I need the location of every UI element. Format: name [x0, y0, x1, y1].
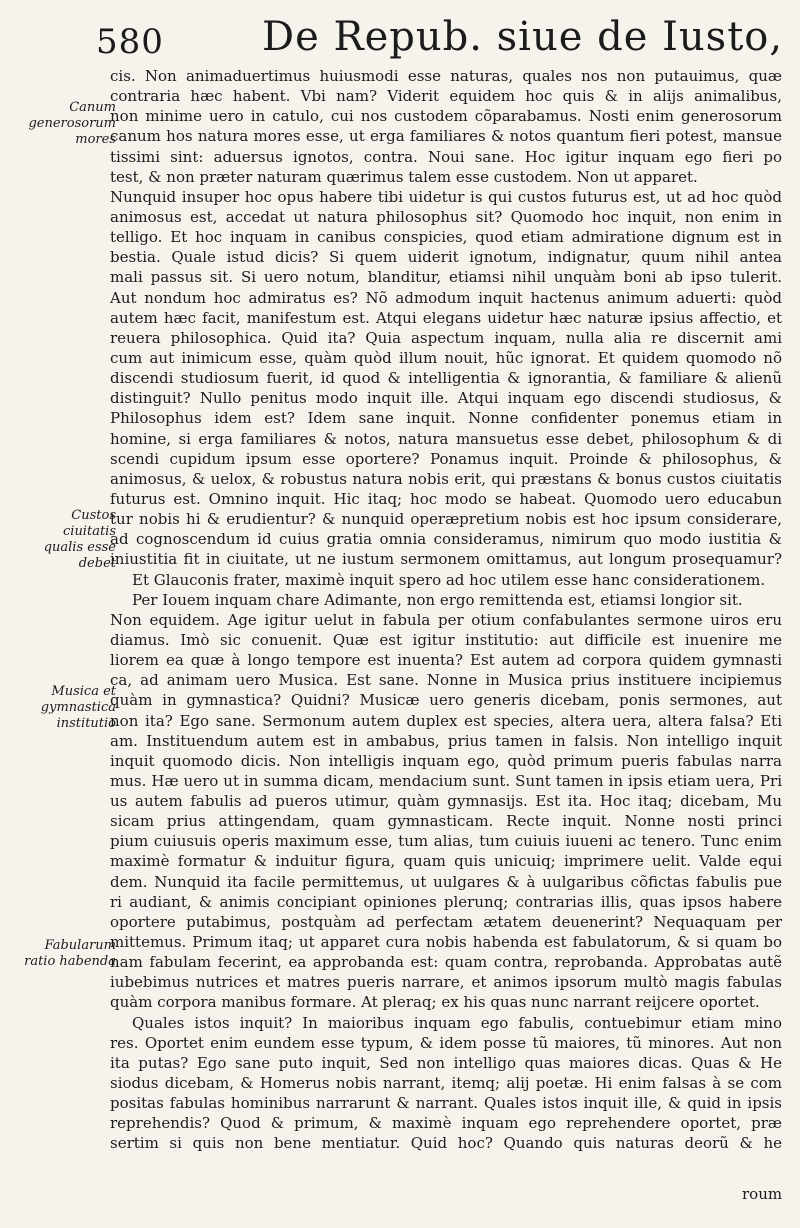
text-line: Et Glauconis frater, maximè inquit spero ad hoc utilem esse hanc considerationem.	[132, 570, 766, 589]
text-line: tur nobis hi & erudientur? & nunquid operæpretium nobis est hoc ipsum considerare,	[110, 510, 782, 529]
text-line: ca, ad animam uero Musica. Est sane. Nonne in Musica prius instituere incipiemus	[110, 671, 782, 690]
text-line: telligo. Et hoc inquam in canibus conspicies, quod etiam admiratione dignum est in	[110, 228, 782, 247]
margin-note: Custos ciuitatis qualis esse debet	[43, 508, 116, 571]
text-line: pium cuiusuis operis maximum esse, tum alias, tum cuiuis iuueni ac tenero. Tunc enim	[110, 832, 782, 851]
text-line: Non equidem. Age igitur uelut in fabula per otium confabulantes sermone uiros eru	[110, 610, 782, 629]
text-line: mali passus sit. Si uero notum, blanditur, etiamsi nihil unquàm boni ab ipso tulerit.	[110, 268, 782, 287]
catchword: roum	[742, 1185, 783, 1203]
text-line: autem hæc facit, manifestum est. Atqui elegans uidetur hæc naturæ ipsius affectio, et	[110, 308, 782, 327]
text-line: mittemus. Primum itaq; ut apparet cura nobis habenda est fabulatorum, & si quam bo	[110, 933, 782, 952]
text-line: discendi studiosum fuerit, id quod & intelligentia & ignorantia, & familiare & alienũ	[110, 369, 782, 388]
text-line: nam fabulam fecerint, ea approbanda est: quam contra, reprobanda. Approbatas autẽ	[110, 953, 782, 972]
text-line: Quales istos inquit? In maioribus inquam ego fabulis, contuebimur etiam mino	[132, 1013, 782, 1032]
text-line: cum aut inimicum esse, quàm quòd illum nouit, hũc ignorat. Et quidem quomodo nõ	[110, 348, 782, 367]
text-line: Per Iouem inquam chare Adimante, non ergo remittenda est, etiamsi longior sit.	[132, 590, 743, 609]
margin-note: Fabularum ratio habenda	[24, 938, 116, 969]
text-line: mus. Hæ uero ut in summa dicam, mendacium sunt. Sunt tamen in ipsis etiam uera, Pri	[110, 771, 782, 790]
text-line: iniustitia fit in ciuitate, ut ne iustum sermonem omittamus, aut longum prosequamur?	[110, 550, 782, 569]
text-line: scendi cupidum ipsum esse oportere? Ponamus inquit. Proinde & philosophus, &	[110, 449, 782, 468]
running-head: De Repub. siue de Iusto,	[262, 14, 784, 60]
text-line: homine, si erga familiares & notos, natura mansuetus esse debet, philosophum & di	[110, 429, 782, 448]
text-line: ri audiant, & animis concipiant opiniones plerunq; contrarias illis, quas ipsos habere	[110, 892, 782, 911]
text-line: canum hos natura mores esse, ut erga familiares & notos quantum fieri potest, mansue	[110, 127, 782, 146]
text-line: animosus, & uelox, & robustus natura nobis erit, qui præstans & bonus custos ciuitatis	[110, 469, 782, 488]
text-line: quàm in gymnastica? Quidni? Musicæ uero generis dicebam, ponis sermones, aut	[110, 691, 782, 710]
text-line: diamus. Imò sic conuenit. Quæ est igitur institutio: aut difficile est inuenire me	[110, 630, 782, 649]
text-line: tissimi sint: aduersus ignotos, contra. Noui sane. Hoc igitur inquam ego fieri po	[110, 147, 782, 166]
text-line: futurus est. Omnino inquit. Hic itaq; hoc modo se habeat. Quomodo uero educabun	[110, 489, 782, 508]
text-line: us autem fabulis ad pueros utimur, quàm gymnasijs. Est ita. Hoc itaq; dicebam, Mu	[110, 792, 782, 811]
page-number: 580	[96, 22, 164, 62]
text-line: animosus est, accedat ut natura philosophus sit? Quomodo hoc inquit, non enim in	[110, 207, 782, 226]
text-line: am. Instituendum autem est in ambabus, prius tamen in falsis. Non intelligo inquit	[110, 731, 782, 750]
text-line: dem. Nunquid ita facile permittemus, ut uulgares & à uulgaribus cõfictas fabulis pue	[110, 872, 782, 891]
text-line: non ita? Ego sane. Sermonum autem duplex est species, altera uera, altera falsa? Eti	[110, 711, 782, 730]
text-line: contraria hæc habent. Vbi nam? Viderit equidem hoc quis & in alijs animalibus,	[110, 87, 782, 106]
margin-note: Musica et gymnastica institutio	[40, 684, 116, 731]
text-line: ad cognoscendum id cuius gratia omnia consideramus, nimirum quo modo iustitia &	[110, 530, 782, 549]
text-line: cis. Non animaduertimus huiusmodi esse naturas, quales nos non putauimus, quæ	[110, 67, 782, 85]
margin-note: Canum generosorum mores	[28, 100, 116, 147]
text-line: maximè formatur & induitur figura, quam quis unicuiq; imprimere uelit. Valde equi	[110, 852, 782, 871]
text-line: siodus dicebam, & Homerus nobis narrant, itemq; alij poetæ. Hi enim falsas à se com	[110, 1074, 782, 1093]
text-line: test, & non præter naturam quærimus talem esse custodem. Non ut apparet.	[110, 167, 698, 186]
text-line: sertim si quis non bene mentiatur. Quid hoc? Quando quis naturas deorũ & he	[110, 1134, 782, 1153]
text-line: quàm corpora manibus formare. At pleraq; ex his quas nunc narrant reijcere oportet.	[110, 993, 760, 1012]
text-line: bestia. Quale istud dicis? Si quem uiderit ignotum, indignatur, quum nihil antea	[110, 248, 782, 267]
text-line: non minime uero in catulo, cui nos custodem cõparabamus. Nosti enim generosorum	[110, 107, 782, 126]
text-line: liorem ea quæ à longo tempore est inuenta? Est autem ad corpora quidem gymnasti	[110, 651, 782, 670]
text-line: reprehendis? Quod & primum, & maximè inquam ego reprehendere oportet, præ	[110, 1114, 782, 1133]
text-line: inquit quomodo dicis. Non intelligis inquam ego, quòd primum pueris fabulas narra	[110, 751, 782, 770]
body-text	[110, 66, 782, 1154]
text-line: Aut nondum hoc admiratus es? Nõ admodum inquit hactenus animum aduerti: quòd	[110, 288, 782, 307]
text-line: res. Oportet enim eundem esse typum, & idem posse tũ maiores, tũ minores. Aut non	[110, 1033, 782, 1052]
text-line: reuera philosophica. Quid ita? Quia aspectum inquam, nulla alia re discernit ami	[110, 328, 782, 347]
text-line: Philosophus idem est? Idem sane inquit. Nonne confidenter ponemus etiam in	[110, 409, 782, 428]
text-line: iubebimus nutrices et matres pueris narrare, et animos ipsorum multò magis fabulas	[110, 973, 782, 992]
text-line: ita putas? Ego sane puto inquit, Sed non intelligo quas maiores dicas. Quas & He	[110, 1053, 782, 1072]
text-line: sicam prius attingendam, quam gymnasticam. Recte inquit. Nonne nosti princi	[110, 812, 782, 831]
text-line: Nunquid insuper hoc opus habere tibi uidetur is qui custos futurus est, ut ad hoc quòd	[110, 187, 782, 206]
text-line: oportere putabimus, postquàm ad perfectam ætatem deuenerint? Nequaquam per	[110, 912, 782, 931]
text-line: positas fabulas hominibus narrarunt & narrant. Quales istos inquit ille, & quid in ipsis	[110, 1094, 782, 1113]
text-line: distinguit? Nullo penitus modo inquit ille. Atqui inquam ego discendi studiosus, &	[110, 389, 782, 408]
